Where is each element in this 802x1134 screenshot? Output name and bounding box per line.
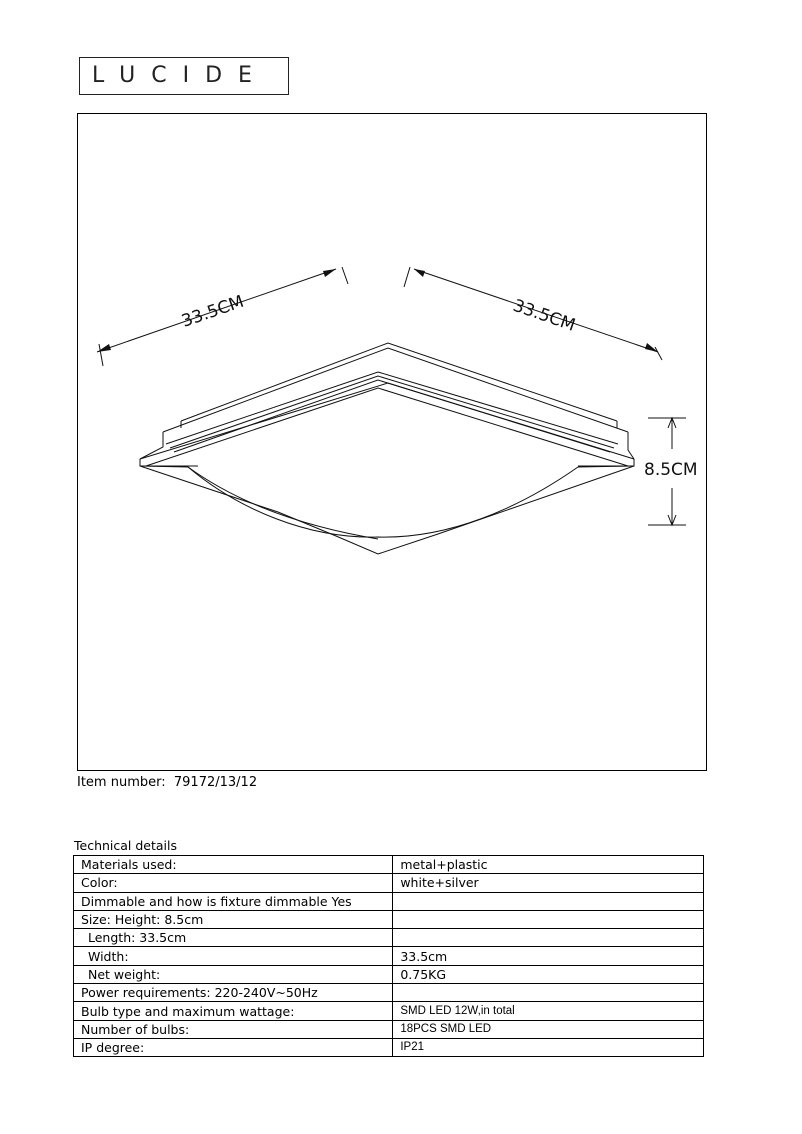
technical-details-title: Technical details (74, 838, 178, 853)
spec-label: IP degree: (74, 1038, 393, 1056)
spec-value: metal+plastic (393, 856, 704, 874)
spec-label: Length: 33.5cm (74, 929, 393, 947)
dimension-label-left: 33.5CM (179, 291, 247, 332)
dimension-label-height: 8.5CM (644, 460, 698, 480)
item-number-label: Item number: (77, 775, 166, 790)
table-row (74, 984, 704, 1002)
ceiling-lamp-outline (140, 343, 634, 554)
spec-value: 0.75KG (393, 965, 704, 983)
spec-label: Dimmable and how is fixture dimmable Yes (74, 892, 393, 910)
technical-details-table (73, 855, 704, 1057)
spec-value: 18PCS SMD LED (393, 1020, 704, 1038)
table-row (74, 892, 704, 910)
table-row (74, 1020, 704, 1038)
item-number-value: 79172/13/12 (173, 775, 258, 790)
technical-drawing-frame (77, 113, 707, 771)
spec-label: Number of bulbs: (74, 1020, 393, 1038)
spec-label: Width: (74, 947, 393, 965)
spec-label: Size: Height: 8.5cm (74, 910, 393, 928)
spec-value: white+silver (393, 874, 704, 892)
spec-label: Bulb type and maximum wattage: (74, 1002, 393, 1020)
table-row (74, 965, 704, 983)
lamp-technical-drawing (78, 114, 708, 772)
table-row (74, 856, 704, 874)
spec-label: Color: (74, 874, 393, 892)
spec-value: IP21 (393, 1038, 704, 1056)
table-row (74, 874, 704, 892)
spec-label: Materials used: (74, 856, 393, 874)
table-row (74, 929, 704, 947)
spec-label: Power requirements: 220-240V~50Hz (74, 984, 393, 1002)
table-row (74, 910, 704, 928)
dimension-label-right: 33.5CM (510, 295, 578, 336)
item-number (77, 775, 257, 790)
spec-value (393, 929, 704, 947)
table-row (74, 947, 704, 965)
brand-logo (79, 57, 289, 95)
table-row (74, 1002, 704, 1020)
spec-value (393, 910, 704, 928)
logo-text: LUCIDE (92, 63, 268, 88)
spec-label: Net weight: (74, 965, 393, 983)
table-row (74, 1038, 704, 1056)
spec-value: SMD LED 12W,in total (393, 1002, 704, 1020)
spec-value (393, 892, 704, 910)
spec-value: 33.5cm (393, 947, 704, 965)
spec-value (393, 984, 704, 1002)
